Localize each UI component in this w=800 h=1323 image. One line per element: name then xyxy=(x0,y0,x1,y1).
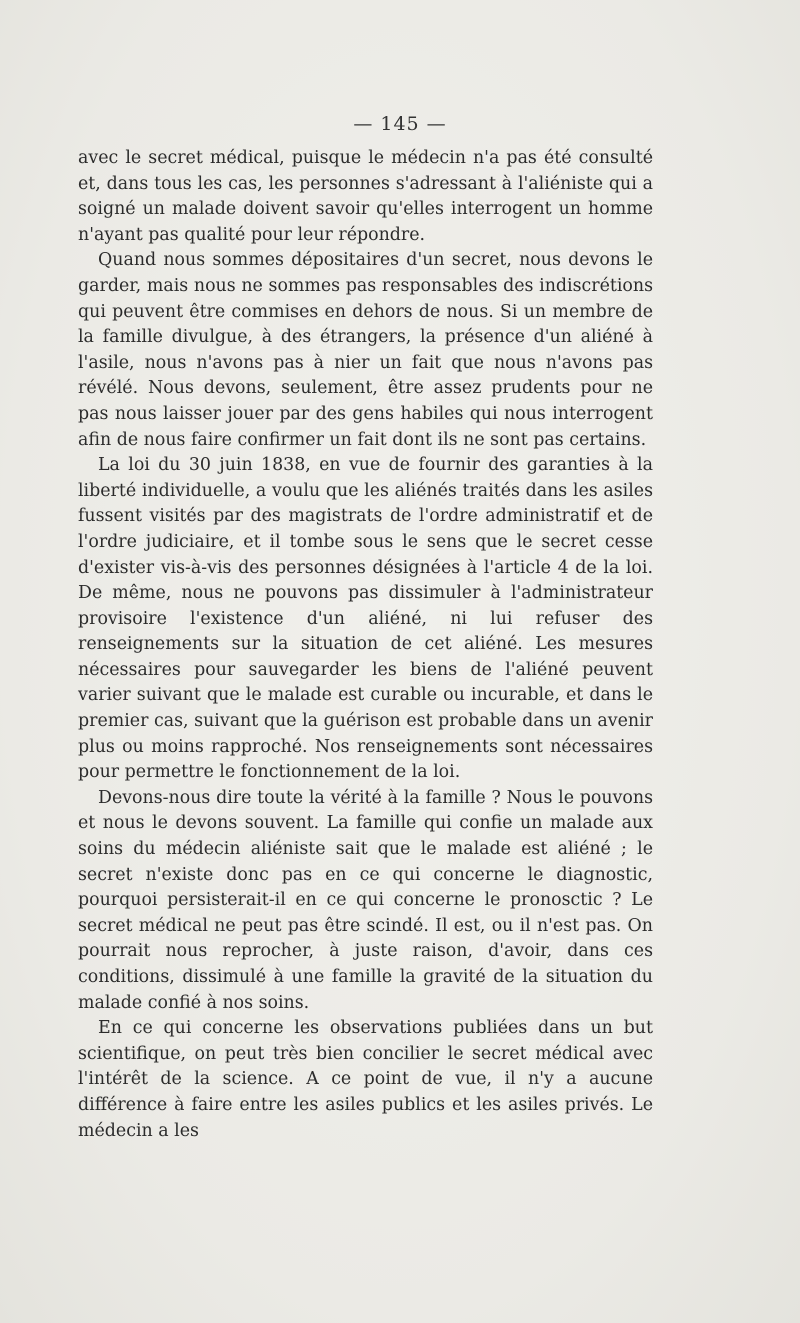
text-body xyxy=(78,146,653,1144)
paragraph-continued: avec le secret médical, puisque le médecin n'a pas été consulté et, dans tous les cas, les personnes s'adressant à l'aliéniste qui a soigné un malade doivent savoir qu'elles interrogent un homme n'ayant pas qualité pour leur répondre. xyxy=(78,148,653,245)
paragraph-secret-depositaires: Quand nous sommes dépositaires d'un secret, nous devons le garder, mais nous ne sommes pas responsables des indiscrétions qui peuvent être commises en dehors de nous. Si un membre de la famille divulgue, à des étrangers, la présence d'un aliéné à l'asile, nous n'avons pas à nier un fait que nous n'avons pas révélé. Nous devons, seulement, être assez prudents pour ne pas nous laisser jouer par des gens habiles qui nous interrogent afin de nous faire confirmer un fait dont ils ne sont pas certains. xyxy=(78,250,653,450)
paragraph-verite-famille: Devons-nous dire toute la vérité à la famille ? Nous le pouvons et nous le devons souvent. La famille qui confie un malade aux soins du médecin aliéniste sait que le malade est aliéné ; le secret n'existe donc pas en ce qui concerne le diagnostic, pourquoi persisterait-il en ce qui concerne le pronosctic ? Le secret médical ne peut pas être scindé. Il est, ou il n'est pas. On pourrait nous reprocher, à juste raison, d'avoir, dans ces conditions, dissimulé à une famille la gravité de la situation du malade confié à nos soins. xyxy=(78,787,653,1013)
page-number: — 145 — xyxy=(353,113,447,135)
paragraph-loi-1838: La loi du 30 juin 1838, en vue de fournir des garanties à la liberté individuelle, a voulu que les aliénés traités dans les asiles fussent visités par des magistrats de l'ordre administratif et de l'ordre judiciaire, et il tombe sous le sens que le secret cesse d'exister vis-à-vis des personnes désignées à l'article 4 de la loi. De même, nous ne pouvons pas dissimuler à l'administrateur provisoire l'existence d'un aliéné, ni lui refuser des renseignements sur la situation de cet aliéné. Les mesures nécessaires pour sauvegarder les biens de l'aliéné peuvent varier suivant que le malade est curable ou incurable, et dans le premier cas, suivant que la guérison est probable dans un avenir plus ou moins rapproché. Nos renseignements sont nécessaires pour permettre le fonctionnement de la loi. xyxy=(78,455,653,783)
paragraph-observations-publiees: En ce qui concerne les observations publiées dans un but scientifique, on peut très bien concilier le secret médical avec l'intérêt de la science. A ce point de vue, il n'y a aucune différence à faire entre les asiles publics et les asiles privés. Le médecin a les xyxy=(78,1018,653,1141)
